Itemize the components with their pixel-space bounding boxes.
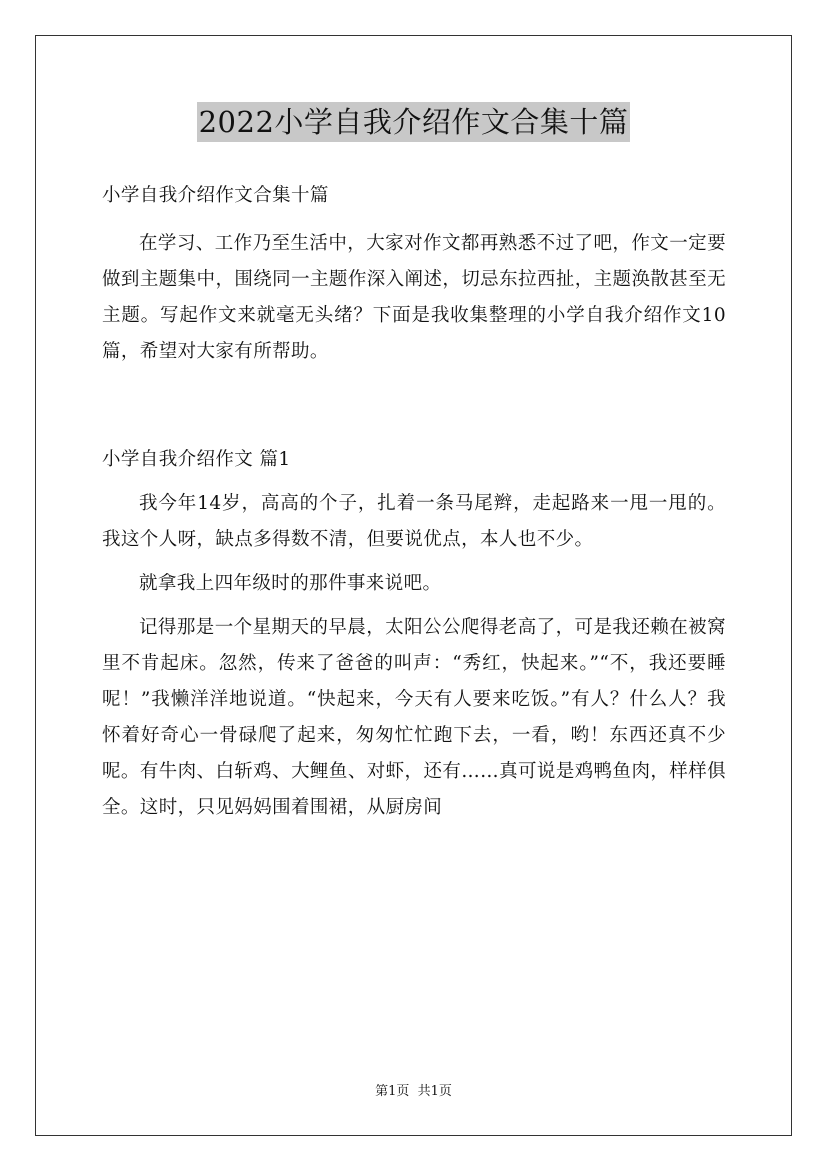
page-footer: 第1页 共1页 [375,1084,452,1099]
body-paragraph: 就拿我上四年级时的那件事来说吧。 [139,573,442,594]
body-paragraph: 记得那是一个星期天的早晨，太阳公公爬得老高了，可是我还赖在被窝里不肯起床。忽然，传来了爸爸的叫声：“秀红，快起来。”“不，我还要睡呢！”我懒洋洋地说道。“快起来，今天有人要来吃饭。”有人？什么人？我怀着好奇心一骨碌爬了起来，匆匆忙忙跑下去，一看，哟！东西还真不少呢。有牛肉、白斩鸡、大鲤鱼、对虾，还有……真可说是鸡鸭鱼肉，样样俱全。这时，只见妈妈围着围裙，从厨房间 [102,617,726,818]
document-title: 2022小学自我介绍作文合集十篇 [197,102,631,142]
subtitle: 小学自我介绍作文合集十篇 [102,185,329,206]
section-heading: 小学自我介绍作文 篇1 [102,449,291,470]
title-container [0,102,827,142]
intro-paragraph: 在学习、工作乃至生活中，大家对作文都再熟悉不过了吧，作文一定要做到主题集中，围绕同一主题作深入阐述，切忌东拉西扯，主题涣散甚至无主题。写起作文来就毫无头绪？下面是我收集整理的小学自我介绍作文10篇，希望对大家有所帮助。 [102,233,726,362]
document-body [102,178,726,826]
body-paragraph: 我今年14岁，高高的个子，扎着一条马尾辫，走起路来一甩一甩的。我这个人呀，缺点多得数不清，但要说优点，本人也不少。 [102,493,726,550]
